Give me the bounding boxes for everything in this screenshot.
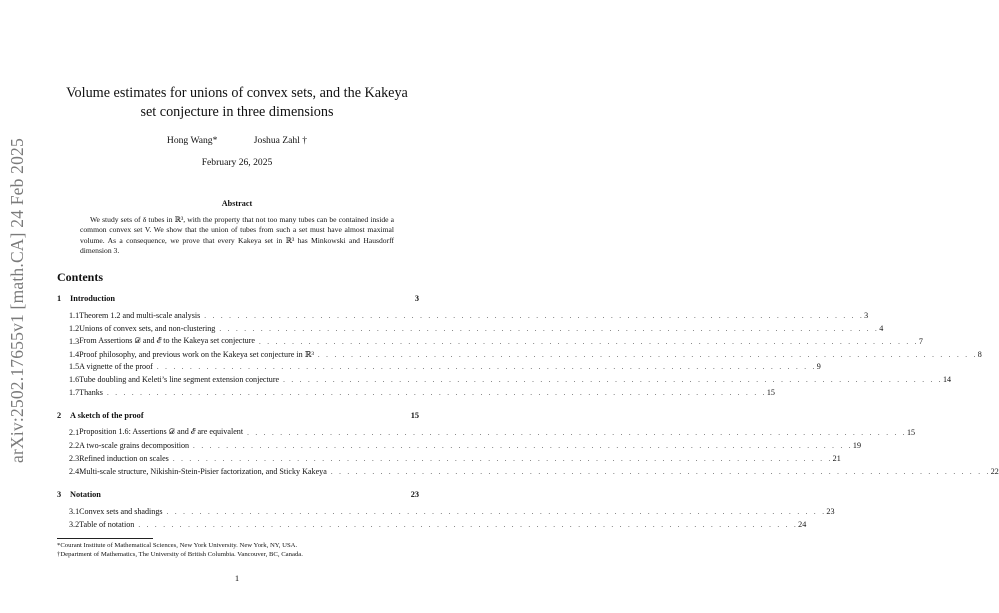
- toc-entry-number: 1.4: [69, 349, 80, 359]
- toc-entry-title: Convex sets and shadings: [79, 506, 163, 516]
- toc-section-page: 3: [414, 294, 419, 303]
- arxiv-id: arXiv:2502.17655v1 [math.CA] 24 Feb 2025: [6, 137, 27, 463]
- toc-entry-3-1[interactable]: [57, 503, 835, 516]
- author-1: Hong Wang*: [166, 135, 218, 146]
- toc-entry-page: 15: [766, 388, 775, 398]
- toc-entry-2-4[interactable]: [57, 463, 999, 476]
- toc-entry-number: 1.2: [69, 323, 80, 333]
- toc-section-title: Introduction: [70, 294, 116, 303]
- toc-entry-number: 3.2: [69, 519, 80, 529]
- toc-dot-leader: . . . . . . . . . . . . . . . . . . . . . . . . . . . . . . . . . . . . . . . . . . . . . . . . . . . . . . . . . . . . . . . . . . . . . . . . . . . . . . . .: [317, 350, 978, 359]
- toc-entry-2-1[interactable]: [57, 424, 916, 438]
- toc-section-number: 3: [57, 489, 62, 499]
- toc-entry-page: 4: [879, 323, 884, 333]
- publication-date: February 26, 2025: [201, 157, 273, 168]
- toc-dot-leader: . . . . . . . . . . . . . . . . . . . . . . . . . . . . . . . . . . . . . . . . . . . . . . . . . . . . . . . . . . . . . . . . . . . . . . . . . . . . . . . .: [156, 363, 817, 372]
- toc-entry-title: Tube doubling and Keleti’s line segment extension conjecture: [79, 375, 280, 385]
- toc-entry-title: Unions of convex sets, and non-clustering: [79, 323, 216, 333]
- toc-section-2[interactable]: [57, 409, 419, 420]
- toc-entry-number: 1.5: [69, 362, 80, 372]
- toc-entry-number: 1.3: [69, 336, 80, 346]
- toc-entry-number: 1.1: [69, 310, 80, 320]
- toc-entry-number: 1.6: [69, 375, 80, 385]
- toc-entry-page: 14: [942, 375, 952, 385]
- footnote-1: *Courant Institute of Mathematical Sciences, New York University. New York, NY, USA.: [57, 542, 298, 549]
- toc-section-number: 2: [57, 411, 62, 421]
- toc-entry-2-2[interactable]: [57, 437, 861, 451]
- toc-entry-title: Proposition 1.6: Assertions 𝒟 and ℰ are equivalent: [79, 427, 244, 437]
- toc-dot-leader: . . . . . . . . . . . . . . . . . . . . . . . . . . . . . . . . . . . . . . . . . . . . . . . . . . . . . . . . . . . . . . . . . . . . . . . . . . . . . . . .: [166, 507, 827, 516]
- table-of-contents: [57, 292, 999, 529]
- footnote-2: †Department of Mathematics, The University of British Columbia. Vancouver, BC, Canada.: [57, 551, 303, 558]
- toc-entry-3-2[interactable]: [57, 516, 807, 529]
- toc-entry-1-7[interactable]: [57, 384, 775, 398]
- toc-entry-title: Proof philosophy, and previous work on the Kakeya set conjecture in ℝ³: [79, 349, 314, 359]
- toc-entry-page: 19: [852, 441, 861, 451]
- toc-entry-title: A two-scale grains decomposition: [79, 441, 190, 451]
- toc-section-1[interactable]: [57, 292, 419, 303]
- toc-dot-leader: . . . . . . . . . . . . . . . . . . . . . . . . . . . . . . . . . . . . . . . . . . . . . . . . . . . . . . . . . . . . . . . . . . . . . . . . . . . . . . . .: [330, 467, 991, 476]
- toc-entry-page: 21: [832, 453, 841, 463]
- toc-entry-1-3[interactable]: [57, 333, 923, 346]
- toc-entry-number: 2.2: [69, 441, 80, 451]
- abstract-text: We study sets of δ tubes in ℝ³, with the property that not too many tubes can be contained inside a common convex set V. We show that the union of tubes from such a set must have almost maximal volume. As a consequence, we prove that every Kakeya set in ℝ³ has Minkowski and Hausdorff dimension 3.: [80, 215, 394, 256]
- toc-entry-title: Refined induction on scales: [79, 453, 169, 463]
- toc-entry-title: A vignette of the proof: [79, 362, 153, 372]
- toc-entry-page: 9: [816, 362, 821, 372]
- toc-entry-title: Multi-scale structure, Nikishin-Stein-Pisier factorization, and Sticky Kakeya: [79, 466, 327, 476]
- toc-entry-number: 2.3: [69, 453, 80, 463]
- toc-section-3[interactable]: [57, 488, 419, 499]
- toc-dot-leader: . . . . . . . . . . . . . . . . . . . . . . . . . . . . . . . . . . . . . . . . . . . . . . . . . . . . . . . . . . . . . . . . . . . . . . . . . . . . . . . .: [172, 454, 833, 463]
- author-line: [0, 135, 474, 146]
- author-2: Joshua Zahl †: [253, 135, 308, 146]
- toc-entry-1-2[interactable]: [57, 320, 884, 333]
- toc-entry-title: Thanks: [79, 388, 103, 398]
- toc-entry-1-6[interactable]: [57, 371, 952, 385]
- toc-section-page: 23: [410, 489, 419, 499]
- toc-dot-leader: . . . . . . . . . . . . . . . . . . . . . . . . . . . . . . . . . . . . . . . . . . . . . . . . . . . . . . . . . . . . . . . . . . . . . . . . . . . . . . . .: [193, 442, 853, 451]
- toc-dot-leader: . . . . . . . . . . . . . . . . . . . . . . . . . . . . . . . . . . . . . . . . . . . . . . . . . . . . . . . . . . . . . . . . . . . . . . . . . . . . . . . .: [258, 337, 919, 346]
- page-number: 1: [234, 573, 240, 583]
- toc-entry-2-3[interactable]: [57, 450, 841, 463]
- toc-entry-title: Table of notation: [79, 519, 135, 529]
- toc-dot-leader: . . . . . . . . . . . . . . . . . . . . . . . . . . . . . . . . . . . . . . . . . . . . . . . . . . . . . . . . . . . . . . . . . . . . . . . . . . . . . . . .: [138, 520, 799, 529]
- toc-entry-page: 8: [977, 349, 982, 359]
- toc-entry-number: 1.7: [69, 388, 80, 398]
- toc-dot-leader: . . . . . . . . . . . . . . . . . . . . . . . . . . . . . . . . . . . . . . . . . . . . . . . . . . . . . . . . . . . . . . . . . . . . . . . . . . . . . . . .: [204, 311, 865, 320]
- toc-dot-leader: . . . . . . . . . . . . . . . . . . . . . . . . . . . . . . . . . . . . . . . . . . . . . . . . . . . . . . . . . . . . . . . . . . . . . . . . . . . . . . . .: [219, 324, 880, 333]
- toc-entry-1-5[interactable]: [57, 359, 821, 372]
- toc-entry-title: Theorem 1.2 and multi-scale analysis: [79, 310, 201, 320]
- toc-section-page: 15: [410, 411, 419, 421]
- toc-entry-page: 24: [798, 519, 807, 529]
- toc-dot-leader: . . . . . . . . . . . . . . . . . . . . . . . . . . . . . . . . . . . . . . . . . . . . . . . . . . . . . . . . . . . . . . . . . . . . . . . . . . . . . . . .: [247, 429, 907, 438]
- toc-entry-title: From Assertions 𝒟 and ℰ to the Kakeya set conjecture: [79, 335, 255, 345]
- toc-dot-leader: . . . . . . . . . . . . . . . . . . . . . . . . . . . . . . . . . . . . . . . . . . . . . . . . . . . . . . . . . . . . . . . . . . . . . . . . . . . . . . . .: [283, 376, 943, 385]
- arxiv-stamp: [6, 137, 28, 463]
- toc-section-number: 1: [57, 294, 62, 303]
- toc-section-title: A sketch of the proof: [70, 411, 144, 421]
- toc-entry-1-1[interactable]: [57, 307, 869, 320]
- toc-entry-page: 22: [990, 466, 999, 476]
- paper-title: Volume estimates for unions of convex sets, and the Kakeya set conjecture in three dimensions: [66, 85, 408, 120]
- contents-heading: Contents: [57, 270, 104, 284]
- toc-entry-1-4[interactable]: [57, 346, 982, 359]
- toc-entry-page: 7: [918, 336, 923, 346]
- toc-entry-number: 2.1: [69, 428, 80, 438]
- toc-dot-leader: . . . . . . . . . . . . . . . . . . . . . . . . . . . . . . . . . . . . . . . . . . . . . . . . . . . . . . . . . . . . . . . . . . . . . . . . . . . . . . . .: [106, 389, 767, 398]
- footnote-rule: [57, 538, 153, 539]
- toc-entry-number: 3.1: [69, 506, 80, 516]
- toc-entry-page: 15: [906, 428, 916, 438]
- abstract-heading: Abstract: [221, 199, 253, 208]
- toc-entry-number: 2.4: [69, 466, 80, 476]
- toc-section-title: Notation: [70, 489, 101, 499]
- toc-entry-page: 23: [826, 506, 835, 516]
- toc-entry-page: 3: [864, 310, 869, 320]
